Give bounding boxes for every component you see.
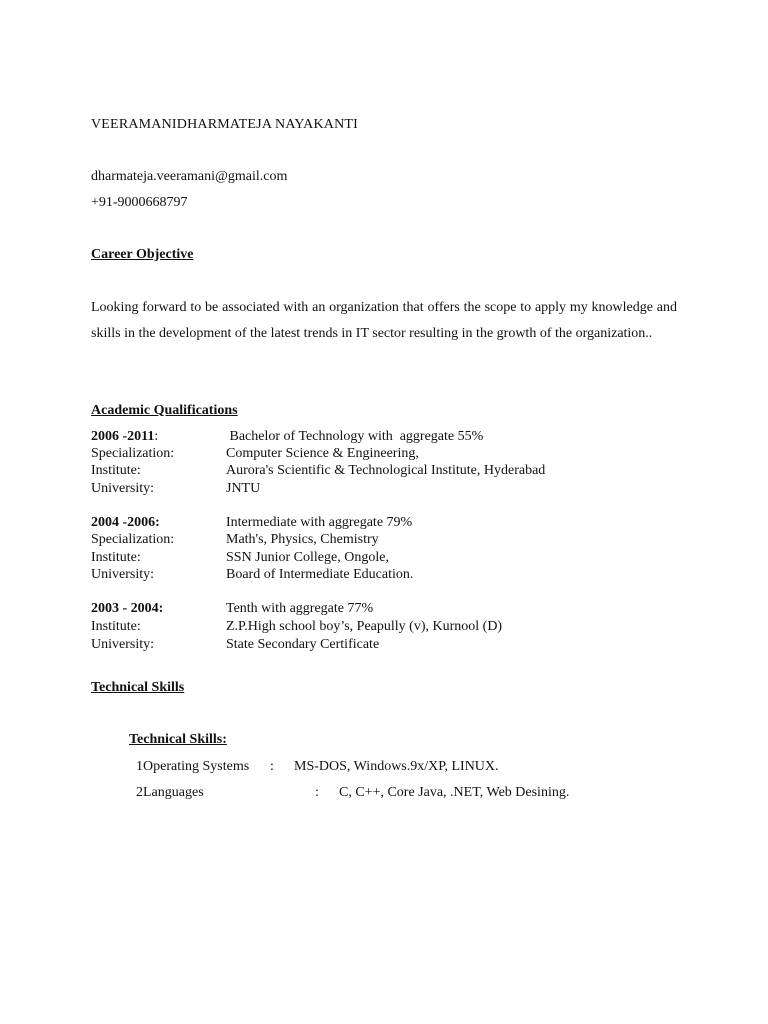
skill-value: C, C++, Core Java, .NET, Web Desining. [339,785,570,800]
university-value: JNTU [226,481,261,496]
specialization-label: Specialization: [91,446,175,461]
skill-label: 1Operating Systems [136,759,250,774]
qualification-year: 2004 -2006: [91,515,160,530]
qualification-title: Bachelor of Technology with aggregate 55% [226,429,484,444]
skill-label: 2Languages [136,785,204,800]
university-value: Board of Intermediate Education. [226,567,414,582]
technical-skills-heading: Technical Skills [91,680,185,695]
university-value: State Secondary Certificate [226,637,380,652]
qualification-year [91,428,158,446]
institute-value: Z.P.High school boy’s, Peapully (v), Kurnool (D) [226,619,503,634]
skill-separator: : [315,785,319,800]
skill-separator: : [270,759,274,774]
specialization-label: Specialization: [91,532,175,547]
institute-label: Institute: [91,550,141,565]
qualification-title: Intermediate with aggregate 79% [226,515,413,530]
email-text: dharmateja.veeramani@gmail.com [91,169,288,184]
qualification-year: 2003 - 2004: [91,601,164,616]
institute-label: Institute: [91,619,141,634]
career-objective-heading: Career Objective [91,247,194,262]
specialization-value: Math's, Physics, Chemistry [226,532,379,547]
career-objective-text: Looking forward to be associated with an organization that offers the scope to apply my knowledge and skills in the development of the latest trends in IT sector resulting in the growth of the organization.. [91,300,677,341]
candidate-name: VEERAMANIDHARMATEJA NAYAKANTI [91,117,359,132]
skill-value: MS-DOS, Windows.9x/XP, LINUX. [294,759,499,774]
institute-value: Aurora's Scientific & Technological Institute, Hyderabad [226,463,546,478]
institute-label: Institute: [91,463,141,478]
year-range: 2006 -2011 [91,429,155,444]
phone-text: +91-9000668797 [91,195,188,210]
university-label: University: [91,567,154,582]
university-label: University: [91,637,154,652]
qualification-title: Tenth with aggregate 77% [226,601,374,616]
technical-skills-subheading: Technical Skills: [129,732,227,747]
university-label: University: [91,481,154,496]
specialization-value: Computer Science & Engineering, [226,446,419,461]
institute-value: SSN Junior College, Ongole, [226,550,389,565]
academic-heading: Academic Qualifications [91,403,238,418]
year-colon: : [154,429,159,444]
